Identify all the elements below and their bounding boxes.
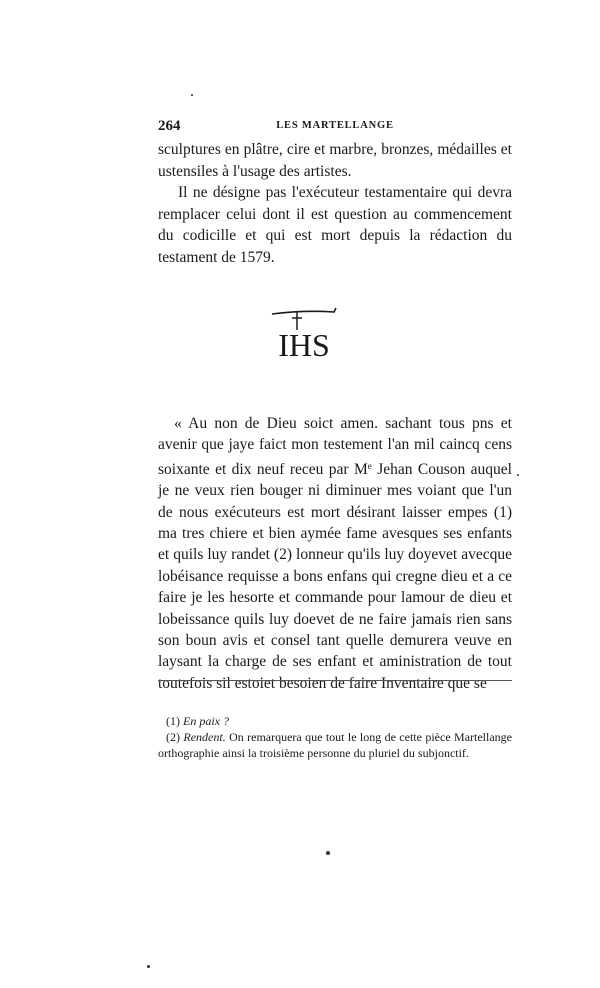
- testament-quote: [158, 413, 512, 694]
- footnote-1: [158, 713, 512, 729]
- footnote-2-text: On remarquera que tout le long de cette pièce Martellange orthographie ainsi la troisième personne du pluriel du subjonctif.: [158, 730, 512, 760]
- footnote-2-marker: (2): [166, 730, 180, 744]
- paper-speck: [147, 965, 150, 968]
- intro-text: [158, 139, 512, 268]
- ihs-monogram: [264, 302, 344, 372]
- footnote-divider: [158, 680, 512, 681]
- paper-speck: [191, 94, 193, 96]
- ihs-monogram-graphic: [264, 302, 344, 372]
- footnote-2: [158, 729, 512, 761]
- quote-part-a: « Au non de Dieu soict amen. sachant tous pns et avenir que jaye faict mon testement l'an mil caincq cens soixante et dix neuf receu par M: [158, 415, 512, 478]
- page-number: 264: [158, 118, 181, 134]
- footnotes: [158, 713, 512, 761]
- paper-speck: [517, 474, 519, 476]
- quote-part-b: Jehan Couson auquel je ne veux rien bouger ni diminuer mes voiant que l'un de nous exécuteurs est mort désirant laisser empes (1) ma tres chiere et bien aymée fame avesques ses enfants et quils luy randet (2) lonneur qu'ils luy doyevet avecque lobéisance requisse a bons enfans qui cregne dieu et a ce faire je les hesorte et commande pour lamour de dieu et lobeissance quils luy doevet de ne faire jamais rien sans son boun avis et consel tant quelle demurera veuve en laysant la charge de ses enfant et aministration de tout toutefois sil estoiet besoien de faire Inventaire que se: [158, 460, 512, 692]
- footnote-1-text: En paix ?: [183, 714, 229, 728]
- page-header: [158, 118, 512, 138]
- quote-superscript: e: [367, 460, 372, 471]
- intro-paragraph-continued: sculptures en plâtre, cire et marbre, bronzes, médailles et ustensiles à l'usage des artistes.: [158, 141, 512, 180]
- footnote-1-marker: (1): [166, 714, 180, 728]
- ihs-monogram-text: IHS: [278, 327, 330, 363]
- intro-paragraph: Il ne désigne pas l'exécuteur testamentaire qui devra remplacer celui dont il est question au commencement du codicille et qui est mort depuis la rédaction du testament de 1579.: [158, 184, 512, 266]
- paper-speck: [326, 851, 330, 855]
- running-title: LES MARTELLANGE: [276, 120, 394, 131]
- testament-paragraph: [158, 413, 512, 694]
- footnote-2-term: Rendent.: [183, 730, 226, 744]
